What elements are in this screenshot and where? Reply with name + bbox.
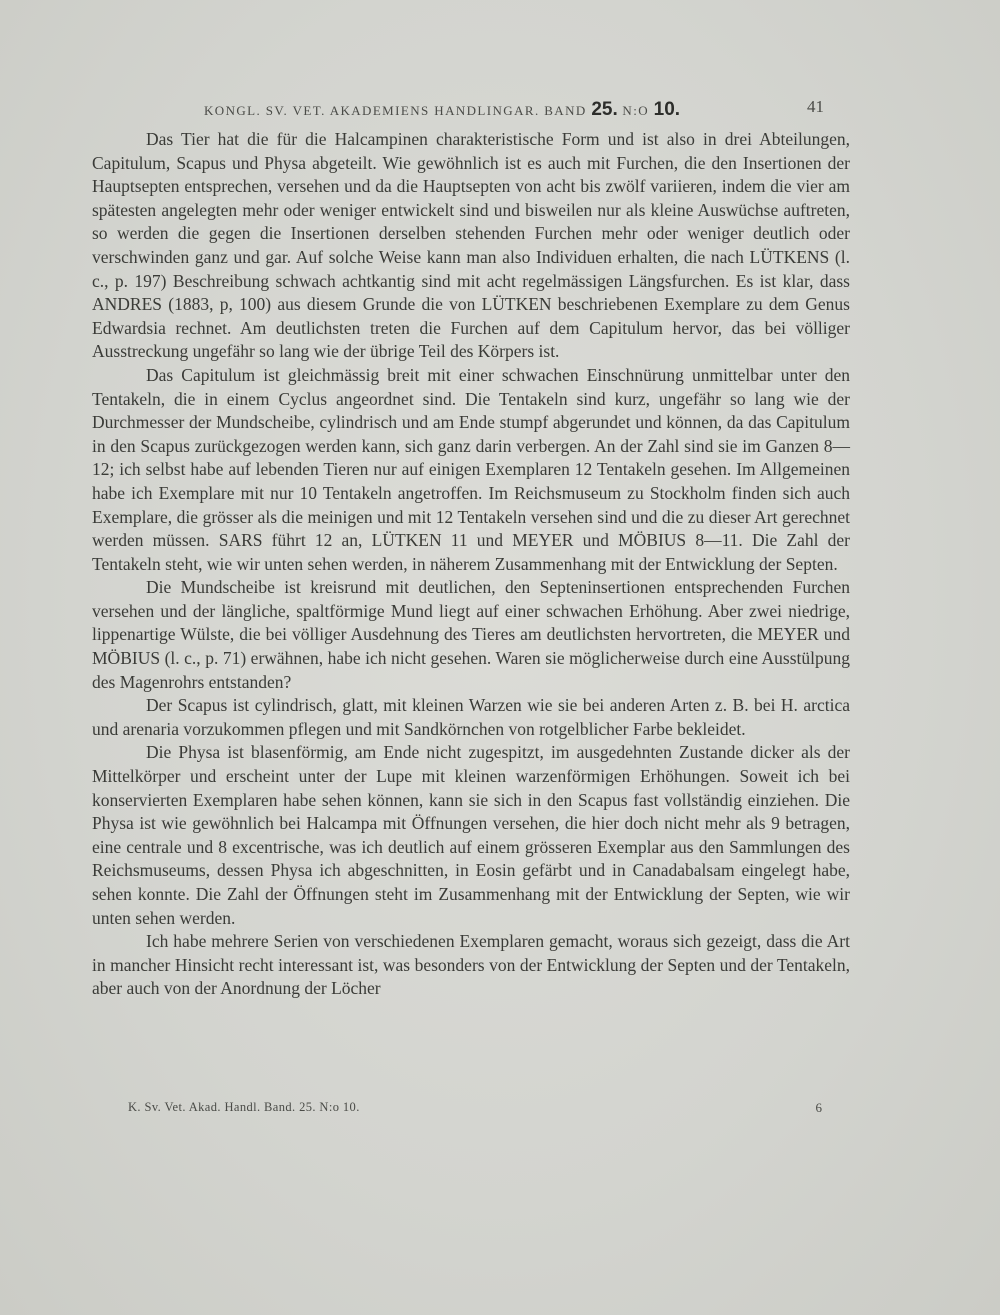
footer-signature: K. Sv. Vet. Akad. Handl. Band. 25. N:o 10.: [128, 1100, 360, 1114]
paragraph: Der Scapus ist cylindrisch, glatt, mit kleinen Warzen wie sie bei anderen Arten z. B. bei H. arctica und arenaria vorzukommen pflegen und mit Sandkörnchen von rotgelblicher Farbe bekleidet.: [92, 695, 850, 739]
paragraph: Das Tier hat die für die Halcampinen charakteristische Form und ist also in drei Abteilungen, Capitulum, Scapus und Physa abgeteilt. Wie gewöhnlich ist es auch mit Furchen, die den Insertionen der Hauptsepten entsprechen, versehen und da die Hauptsepten von acht bis zwölf variieren, indem die vier am spätesten angelegten mehr oder weniger entwickelt sind und bisweilen nur als kleine Auswüchse auftreten, so werden die gegen die Insertionen derselben stehenden Furchen mehr oder weniger deutlich oder verschwinden ganz und gar. Auf solche Weise kann man also Individuen erhalten, die nach LÜTKENS (l. c., p. 197) Beschreibung schwach achtkantig sind mit acht regelmässigen Längsfurchen. Es ist klar, dass ANDRES (1883, p, 100) aus diesem Grunde die von LÜTKEN beschriebenen Exemplare zu dem Genus Edwardsia rechnet. Am deutlichsten treten die Furchen auf dem Capitulum hervor, das bei völliger Ausstreckung ungefähr so lang wie der übrige Teil des Körpers ist.: [92, 129, 850, 362]
running-title: [204, 99, 680, 121]
issue-prefix: N:O: [617, 103, 654, 118]
issue-number: 10.: [653, 99, 681, 120]
page-number: 41: [807, 97, 824, 116]
page-footer: [128, 1100, 822, 1120]
paragraph: Das Capitulum ist gleichmässig breit mit einer schwachen Einschnürung unmittelbar unter den Tentakeln, die in einem Cyclus angeordnet sind. Die Tentakeln sind kurz, ungefähr so lang wie der Durchmesser der Mundscheibe, cylindrisch und am Ende stumpf abgerundet und können, da das Capitulum in den Scapus zurückgezogen werden kann, sich ganz darin verbergen. An der Zahl sind sie im Ganzen 8—12; ich selbst habe auf lebenden Tieren nur auf einigen Exemplaren 12 Tentakeln gesehen. Im Allgemeinen habe ich Exemplare mit nur 10 Tentakeln angetroffen. Im Reichsmuseum zu Stockholm finden sich auch Exemplare, die grösser als die meinigen und mit 12 Tentakeln versehen sind und die zu dieser Art gerechnet werden müssen. SARS führt 12 an, LÜTKEN 11 und MEYER und MÖBIUS 8—11. Die Zahl der Tentakeln steht, wie wir unten sehen werden, in näherem Zusammenhang mit der Entwicklung der Septen.: [92, 364, 850, 574]
journal-title: KONGL. SV. VET. AKADEMIENS HANDLINGAR. BAND: [204, 103, 592, 118]
paragraph: Ich habe mehrere Serien von verschiedenen Exemplaren gemacht, woraus sich gezeigt, dass die Art in mancher Hinsicht recht interessant ist, was besonders von der Entwicklung der Septen und der Tentakeln, aber auch von der Anordnung der Löcher: [92, 931, 850, 999]
paragraph: Die Mundscheibe ist kreisrund mit deutlichen, den Septeninsertionen entsprechenden Furchen versehen und der längliche, spaltförmige Mund liegt auf einer schwachen Erhöhung. Aber zwei niedrige, lippenartige Wülste, die bei völliger Ausdehnung des Tieres am deutlichsten hervortreten, die MEYER und MÖBIUS (l. c., p. 71) erwähnen, habe ich nicht gesehen. Waren sie möglicherweise durch eine Ausstülpung des Magenrohrs entstanden?: [92, 577, 850, 692]
sheet-number: 6: [815, 1100, 822, 1115]
body-text: [92, 128, 850, 1001]
paragraph: Die Physa ist blasenförmig, am Ende nicht zugespitzt, im ausgedehnten Zustande dicker als der Mittelkörper und erscheint unter der Lupe mit kleinen warzenförmigen Erhöhungen. Soweit ich bei konservierten Exemplaren habe sehen können, kann sie sich in den Scapus fast vollständig einziehen. Die Physa ist wie gewöhnlich bei Halcampa mit Öffnungen versehen, die hier doch nicht mehr als 9 betragen, eine centrale und 8 excentrische, was ich deutlich auf einem grösseren Exemplar aus den Sammlungen des Reichsmuseums, dessen Physa ich abgeschnitten, in Eosin gefärbt und in Canadabalsam eingelegt habe, sehen konnte. Die Zahl der Öffnungen steht im Zusammenhang mit der Entwicklung der Septen, wie wir unten sehen werden.: [92, 742, 850, 928]
band-number: 25.: [591, 99, 618, 120]
running-header: [204, 95, 824, 121]
